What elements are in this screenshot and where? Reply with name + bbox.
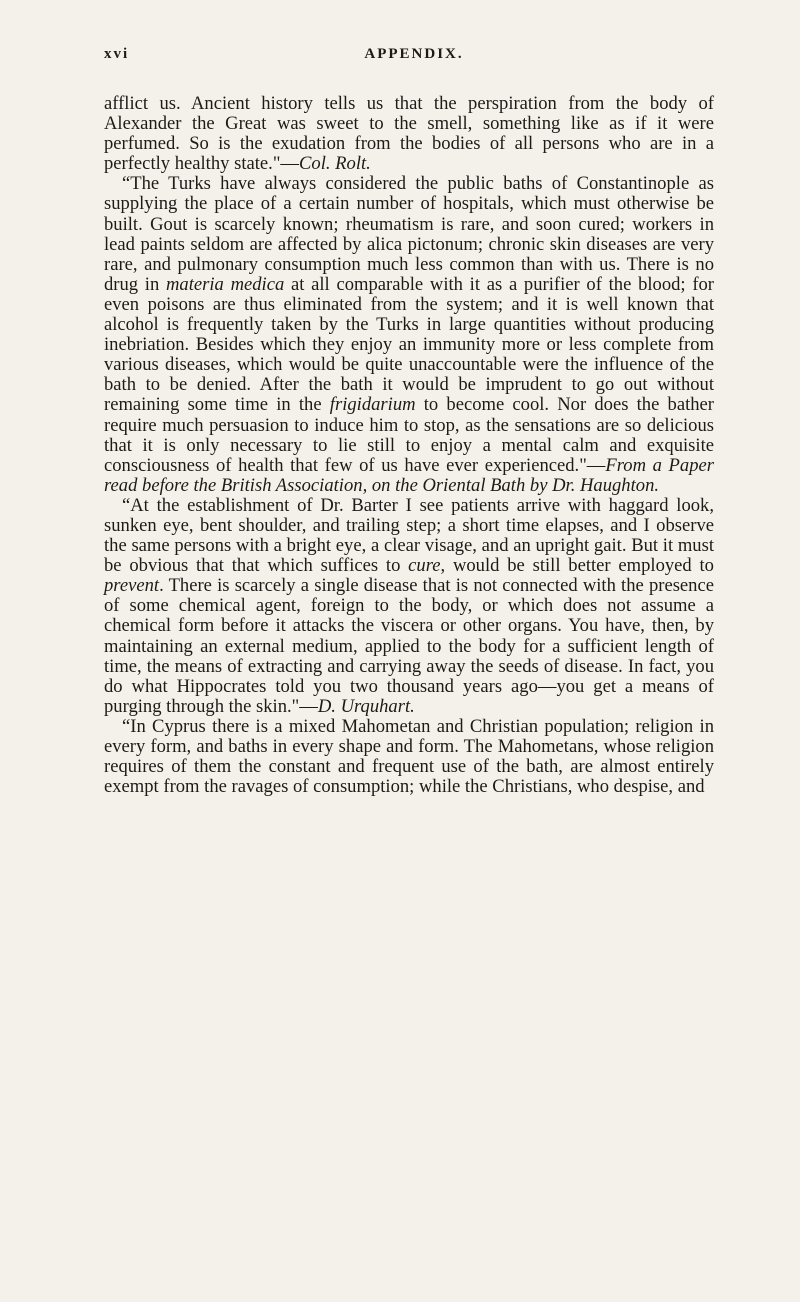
citation-haughton: From a Paper read before the British Association, on the Oriental Bath by Dr. Haughton. [104, 454, 714, 496]
page-number: xvi [104, 46, 130, 62]
paragraph-rolt-quote [104, 94, 714, 174]
text-segment: “In Cyprus there is a mixed Mahometan and Christian population; religion in every form, and baths in every shape and form. The Mahometans, whose religion requires of them the constant and frequent use of the bath, are almost entirely exempt from the ravages of consumption; while the Christians, who despise, and [104, 715, 714, 798]
text-segment: “At the establishment of Dr. Barter I see patients arrive with haggard look, sunken eye, bent shoulder, and trailing step; a short time elapses, and I observe the same persons with a bright eye, a clear visage, and an upright gait. But it must be obvious that that which suffices to [104, 494, 714, 577]
citation-urquhart: D. Urquhart. [317, 695, 415, 717]
paragraph-cyprus [104, 717, 714, 797]
paragraph-barter-establishment [104, 496, 714, 717]
italic-frigidarium: frigidarium [329, 394, 416, 416]
text-segment: at all comparable with it as a purifier of the blood; for even poisons are thus eliminated from the system; and it is well known that alcohol is frequently taken by the Turks in large quantities without producing inebriation. Besides which they enjoy an immunity more or less complete from various diseases, which would be quite unaccountable were the influence of the bath to be denied. After the bath it would be imprudent to go out without remaining some time in the [104, 273, 714, 416]
text-segment: “The Turks have always considered the public baths of Constantinople as supplying the place of a certain number of hospitals, which must otherwise be built. Gout is scarcely known; rheumatism is rare, and soon cured; workers in lead paints seldom are affected by alica pictonum; chronic skin diseases are very rare, and pulmonary consumption much less common than with us. There is no drug in [104, 173, 714, 295]
running-head [104, 46, 714, 76]
text-segment: afflict us. Ancient history tells us that the perspiration from the body of Alexander the Great was sweet to the smell, something like as if it were perfumed. So is the exudation from the bodies of all persons who are in a perfectly healthy state."— [104, 93, 714, 175]
citation-rolt: Col. Rolt. [299, 153, 371, 175]
italic-cure: cure [408, 555, 441, 577]
paragraph-turks-baths [104, 174, 714, 496]
italic-materia-medica: materia medica [166, 273, 285, 295]
italic-prevent: prevent [104, 575, 160, 597]
text-segment: to become cool. Nor does the bather require much persuasion to induce him to stop, as the sensations are so delicious that it is only necessary to lie still to enjoy a mental calm and exquisite consciousness of health that few of us have ever experienced."— [104, 394, 714, 476]
body-text [104, 94, 714, 797]
text-segment: , would be still better employed to [440, 555, 714, 577]
header-title: APPENDIX. [364, 46, 464, 62]
text-segment: . There is scarcely a single disease that is not connected with the presence of some chemical agent, foreign to the body, or which does not assume a chemical form before it attacks the viscera or other organs. You have, then, by maintaining an external medium, applied to the body for a sufficient length of time, the means of extracting and carrying away the seeds of disease. In fact, you do what Hippocrates told you two thousand years ago—you get a means of purging through the skin."— [104, 575, 714, 717]
